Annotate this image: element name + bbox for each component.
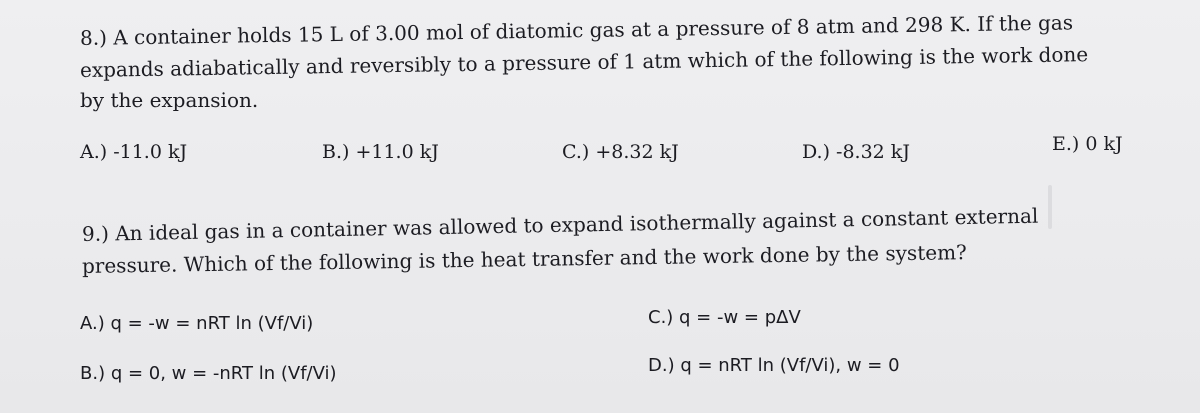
question-8-text-line-3: by the expansion.	[80, 88, 259, 112]
question-8-option-a: A.) -11.0 kJ	[80, 141, 188, 163]
question-8-text-line-2: expands adiabatically and reversibly to a pressure of 1 atm which of the following is the work done	[79, 42, 1089, 82]
paper-mark	[1048, 185, 1052, 229]
question-9-option-b: B.) q = 0, w = -nRT ln (Vf/Vi)	[80, 363, 337, 384]
question-9-option-a: A.) q = -w = nRT ln (Vf/Vi)	[80, 313, 314, 334]
question-8-option-d: D.) -8.32 kJ	[802, 141, 910, 163]
question-9-text-line-2: pressure. Which of the following is the heat transfer and the work done by the system?	[81, 240, 967, 278]
question-9-option-c: C.) q = -w = pΔV	[648, 307, 801, 328]
question-9-text-line-1: 9.) An ideal gas in a container was allowed to expand isothermally against a constant external	[81, 203, 1039, 246]
question-8-option-b: B.) +11.0 kJ	[322, 141, 439, 163]
question-8-option-c: C.) +8.32 kJ	[562, 141, 679, 163]
question-9-option-d: D.) q = nRT ln (Vf/Vi), w = 0	[648, 355, 900, 376]
question-8-option-e: E.) 0 kJ	[1052, 133, 1123, 155]
question-8-text-line-1: 8.) A container holds 15 L of 3.00 mol of diatomic gas at a pressure of 8 atm and 298 K. If the gas	[79, 10, 1074, 50]
